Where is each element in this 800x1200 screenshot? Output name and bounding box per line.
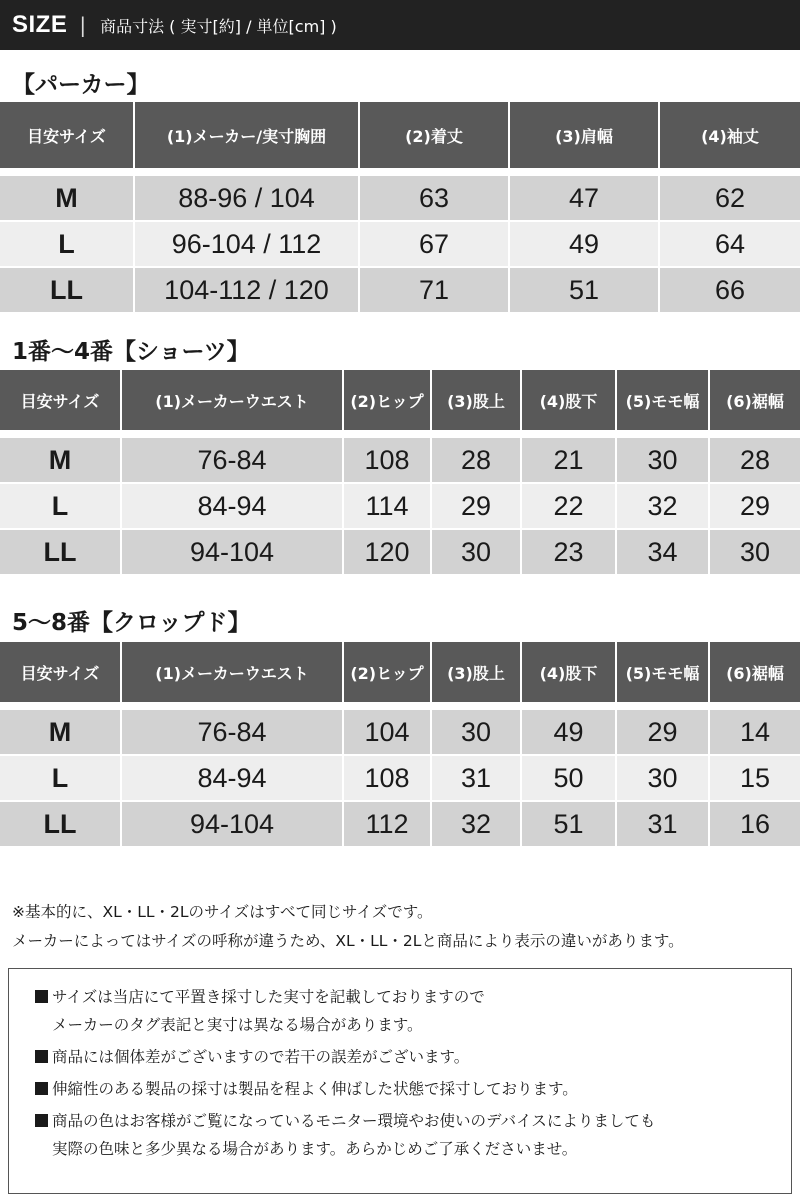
table-cell: 30 xyxy=(710,528,800,574)
column-header: (1)メーカーウエスト xyxy=(122,642,344,708)
parka-section-title: 【パーカー】 xyxy=(12,72,150,98)
table-cell: 23 xyxy=(522,528,617,574)
table-cell: 84-94 xyxy=(122,754,344,800)
table-cell: 76-84 xyxy=(122,708,344,754)
table-cell: 84-94 xyxy=(122,482,344,528)
table-cell: 30 xyxy=(617,754,710,800)
square-bullet-icon xyxy=(35,990,48,1003)
disclaimer-box xyxy=(8,968,792,1194)
square-bullet-icon xyxy=(35,1082,48,1095)
column-header: (3)股上 xyxy=(432,642,522,708)
table-cell: 76-84 xyxy=(122,436,344,482)
column-header: (5)モモ幅 xyxy=(617,370,710,436)
table-cell: 49 xyxy=(522,708,617,754)
disclaimer-item xyxy=(35,983,791,1011)
column-header: (6)裾幅 xyxy=(710,370,800,436)
table-row xyxy=(0,436,800,482)
square-bullet-icon xyxy=(35,1114,48,1127)
table-cell: 29 xyxy=(710,482,800,528)
size-cell: LL xyxy=(0,800,122,846)
table-cell: 30 xyxy=(432,528,522,574)
table-row xyxy=(0,708,800,754)
size-cell: M xyxy=(0,174,135,220)
table-row xyxy=(0,266,800,312)
table-cell: 66 xyxy=(660,266,800,312)
table-cell: 32 xyxy=(432,800,522,846)
table-cell: 67 xyxy=(360,220,510,266)
size-cell: LL xyxy=(0,528,122,574)
parka-size-table xyxy=(0,102,800,312)
column-header: (6)裾幅 xyxy=(710,642,800,708)
shorts-size-table xyxy=(0,370,800,574)
table-cell: 114 xyxy=(344,482,432,528)
column-header: (3)股上 xyxy=(432,370,522,436)
table-cell: 51 xyxy=(510,266,660,312)
table-cell: 62 xyxy=(660,174,800,220)
disclaimer-text: 商品の色はお客様がご覧になっているモニター環境やお使いのデバイスによりましても xyxy=(52,1112,656,1130)
table-cell: 112 xyxy=(344,800,432,846)
column-header: (2)着丈 xyxy=(360,102,510,174)
square-bullet-icon xyxy=(35,1050,48,1063)
table-cell: 31 xyxy=(617,800,710,846)
size-label: SIZE xyxy=(12,11,68,38)
table-cell: 51 xyxy=(522,800,617,846)
table-cell: 120 xyxy=(344,528,432,574)
disclaimer-continuation: 実際の色味と多少異なる場合があります。あらかじめご了承くださいませ。 xyxy=(52,1140,578,1158)
table-cell: 63 xyxy=(360,174,510,220)
table-cell: 88-96 / 104 xyxy=(135,174,360,220)
table-cell: 50 xyxy=(522,754,617,800)
cropped-size-table xyxy=(0,642,800,846)
shorts-section-title: 1番〜4番【ショーツ】 xyxy=(12,339,250,365)
table-cell: 29 xyxy=(432,482,522,528)
table-cell: 28 xyxy=(432,436,522,482)
disclaimer-item xyxy=(35,1043,791,1071)
table-cell: 22 xyxy=(522,482,617,528)
table-row xyxy=(0,220,800,266)
table-cell: 64 xyxy=(660,220,800,266)
column-header: (1)メーカー/実寸胸囲 xyxy=(135,102,360,174)
column-header: (4)股下 xyxy=(522,370,617,436)
column-header: (2)ヒップ xyxy=(344,642,432,708)
table-cell: 94-104 xyxy=(122,800,344,846)
column-header: 目安サイズ xyxy=(0,642,122,708)
table-cell: 104-112 / 120 xyxy=(135,266,360,312)
column-header: (2)ヒップ xyxy=(344,370,432,436)
table-row xyxy=(0,482,800,528)
cropped-section-title: 5〜8番【クロップド】 xyxy=(12,610,251,636)
column-header: (1)メーカーウエスト xyxy=(122,370,344,436)
disclaimer-continuation: メーカーのタグ表記と実寸は異なる場合があります。 xyxy=(52,1016,423,1034)
column-header: (4)股下 xyxy=(522,642,617,708)
column-header: (4)袖丈 xyxy=(660,102,800,174)
table-cell: 29 xyxy=(617,708,710,754)
table-cell: 32 xyxy=(617,482,710,528)
size-cell: M xyxy=(0,708,122,754)
table-cell: 31 xyxy=(432,754,522,800)
table-row xyxy=(0,528,800,574)
header-separator: | xyxy=(79,13,87,37)
disclaimer-text: サイズは当店にて平置き採寸した実寸を記載しておりますので xyxy=(52,988,485,1006)
table-cell: 15 xyxy=(710,754,800,800)
table-cell: 108 xyxy=(344,754,432,800)
note-line: メーカーによってはサイズの呼称が違うため、XL・LL・2Lと商品により表示の違いがあります。 xyxy=(12,932,684,950)
table-cell: 34 xyxy=(617,528,710,574)
size-description: 商品寸法 ( 実寸[約] / 単位[cm] ) xyxy=(100,16,337,36)
table-cell: 28 xyxy=(710,436,800,482)
table-cell: 108 xyxy=(344,436,432,482)
note-line: ※基本的に、XL・LL・2Lのサイズはすべて同じサイズです。 xyxy=(12,903,433,921)
table-cell: 30 xyxy=(617,436,710,482)
table-cell: 94-104 xyxy=(122,528,344,574)
disclaimer-text: 伸縮性のある製品の採寸は製品を程よく伸ばした状態で採寸しております。 xyxy=(52,1080,578,1098)
disclaimer-text: 商品には個体差がございますので若干の誤差がございます。 xyxy=(52,1048,470,1066)
size-cell: L xyxy=(0,754,122,800)
table-row xyxy=(0,754,800,800)
size-cell: LL xyxy=(0,266,135,312)
table-cell: 16 xyxy=(710,800,800,846)
table-cell: 104 xyxy=(344,708,432,754)
size-header-bar xyxy=(0,0,800,50)
table-cell: 47 xyxy=(510,174,660,220)
table-cell: 14 xyxy=(710,708,800,754)
disclaimer-item xyxy=(35,1075,791,1103)
size-cell: L xyxy=(0,482,122,528)
table-cell: 21 xyxy=(522,436,617,482)
table-cell: 96-104 / 112 xyxy=(135,220,360,266)
table-cell: 30 xyxy=(432,708,522,754)
column-header: 目安サイズ xyxy=(0,370,122,436)
table-row xyxy=(0,174,800,220)
table-row xyxy=(0,800,800,846)
column-header: 目安サイズ xyxy=(0,102,135,174)
disclaimer-item xyxy=(35,1107,791,1135)
size-notes xyxy=(12,898,684,956)
column-header: (5)モモ幅 xyxy=(617,642,710,708)
size-cell: M xyxy=(0,436,122,482)
table-cell: 71 xyxy=(360,266,510,312)
table-cell: 49 xyxy=(510,220,660,266)
size-cell: L xyxy=(0,220,135,266)
column-header: (3)肩幅 xyxy=(510,102,660,174)
